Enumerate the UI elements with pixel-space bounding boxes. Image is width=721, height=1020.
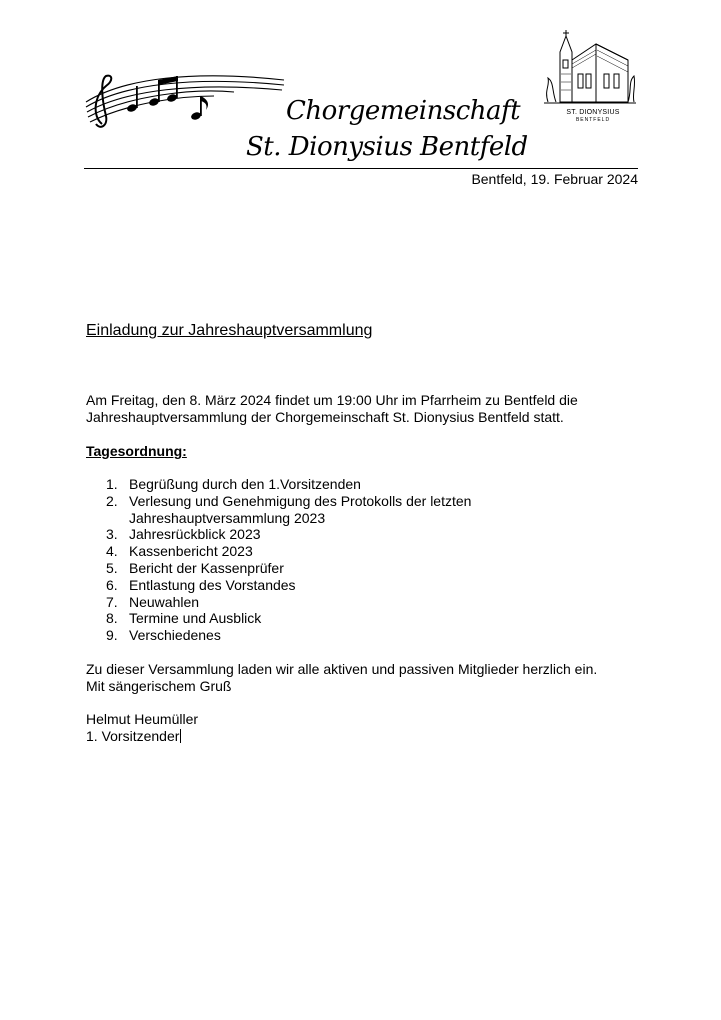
intro-paragraph: [86, 392, 646, 426]
closing-paragraph: [86, 661, 646, 695]
agenda-item: [86, 476, 646, 493]
agenda-item-number: 6.: [106, 576, 118, 593]
date-line: Bentfeld, 19. Februar 2024: [471, 171, 638, 187]
agenda-item: [86, 577, 646, 594]
closing-line2: Mit sängerischem Gruß: [86, 678, 232, 694]
agenda-item-number: 7.: [106, 593, 118, 610]
agenda-item-number: 3.: [106, 526, 118, 543]
church-caption-line2: BENTFELD: [575, 117, 611, 123]
agenda-item-number: 4.: [106, 543, 118, 560]
agenda-item-text: Verschiedenes: [129, 627, 221, 644]
agenda-item: [86, 493, 646, 527]
agenda-item-number: 1.: [106, 476, 118, 492]
agenda-item: [86, 560, 646, 577]
header-divider: [84, 168, 638, 169]
signature-role-line: [86, 728, 646, 745]
agenda-item-text: Verlesung und Genehmigung des Protokolls der letzten: [129, 492, 472, 509]
closing-line1: Zu dieser Versammlung laden wir alle aktiven und passiven Mitglieder herzlich ein.: [86, 661, 598, 677]
text-cursor: [180, 729, 181, 743]
agenda-heading: Tagesordnung:: [86, 443, 187, 459]
signature-block: [86, 711, 646, 745]
agenda-item-text: Bericht der Kassenprüfer: [129, 559, 284, 576]
agenda-item-text: Begrüßung durch den 1.Vorsitzenden: [129, 476, 361, 492]
agenda-list: [86, 476, 646, 644]
choir-title-line2: St. Dionysius Bentfeld: [246, 132, 528, 162]
subject-heading: Einladung zur Jahreshauptversammlung: [86, 322, 373, 339]
agenda-item: [86, 594, 646, 611]
music-notes-logo: [84, 72, 289, 130]
agenda-item-text: Kassenbericht 2023: [129, 543, 253, 560]
signature-role: 1. Vorsitzender: [86, 728, 180, 744]
agenda-item: [86, 526, 646, 543]
agenda-item-text-continued: Jahreshauptversammlung 2023: [129, 509, 326, 526]
agenda-item-text: Jahresrückblick 2023: [129, 526, 261, 543]
agenda-item-number: 9.: [106, 627, 118, 644]
agenda-item-number: 8.: [106, 610, 118, 627]
agenda-item: [86, 610, 646, 627]
agenda-item-text: Entlastung des Vorstandes: [129, 576, 296, 593]
signature-name: Helmut Heumüller: [86, 711, 199, 727]
intro-line1: Am Freitag, den 8. März 2024 findet um 19:00 Uhr im Pfarrheim zu Bentfeld die: [86, 392, 578, 408]
agenda-item-text: Termine und Ausblick: [129, 610, 262, 627]
agenda-item-number: 2.: [106, 492, 118, 509]
choir-title-line1: Chorgemeinschaft: [286, 96, 521, 126]
church-caption-line1: ST. DIONYSIUS: [566, 109, 620, 116]
church-logo: [544, 30, 636, 106]
agenda-item-number: 5.: [106, 559, 118, 576]
agenda-item: [86, 543, 646, 560]
intro-line2: Jahreshauptversammlung der Chorgemeinschaft St. Dionysius Bentfeld statt.: [86, 409, 564, 425]
agenda-item-text: Neuwahlen: [129, 593, 200, 610]
church-caption: [552, 109, 634, 123]
agenda-item: [86, 627, 646, 644]
